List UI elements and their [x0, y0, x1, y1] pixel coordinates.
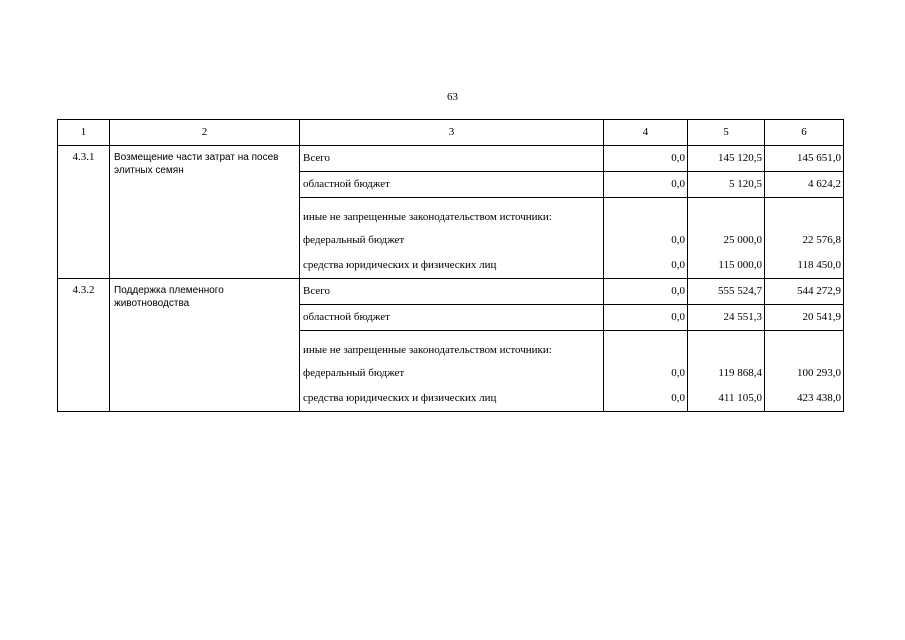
value-col5: 555 524,7: [688, 279, 765, 305]
value-col6: [765, 198, 844, 229]
value-col6: [765, 331, 844, 362]
value-col4: 0,0: [604, 279, 688, 305]
value-col4: 0,0: [604, 228, 688, 253]
value-col6: 423 438,0: [765, 386, 844, 412]
header-cell-5: 5: [688, 120, 765, 146]
source-label: иные не запрещенные законодательством источники:: [300, 331, 604, 362]
source-label: средства юридических и физических лиц: [300, 386, 604, 412]
header-cell-4: 4: [604, 120, 688, 146]
header-cell-2: 2: [110, 120, 300, 146]
row-name: Поддержка племенного животноводства: [110, 279, 300, 412]
source-label: областной бюджет: [300, 305, 604, 331]
table-row: [58, 146, 844, 172]
value-col6: 118 450,0: [765, 253, 844, 279]
page-number: 63: [447, 91, 458, 103]
value-col4: 0,0: [604, 361, 688, 386]
value-col6: 544 272,9: [765, 279, 844, 305]
value-col4: [604, 331, 688, 362]
source-label: областной бюджет: [300, 172, 604, 198]
value-col4: 0,0: [604, 386, 688, 412]
value-col6: 100 293,0: [765, 361, 844, 386]
source-label: иные не запрещенные законодательством источники:: [300, 198, 604, 229]
value-col6: 145 651,0: [765, 146, 844, 172]
value-col4: 0,0: [604, 146, 688, 172]
source-label: федеральный бюджет: [300, 228, 604, 253]
source-label: Всего: [300, 146, 604, 172]
source-label: федеральный бюджет: [300, 361, 604, 386]
budget-table: [57, 119, 844, 412]
value-col5: [688, 198, 765, 229]
value-col4: 0,0: [604, 305, 688, 331]
value-col4: 0,0: [604, 172, 688, 198]
value-col4: [604, 198, 688, 229]
row-name: Возмещение части затрат на посев элитных семян: [110, 146, 300, 279]
value-col5: 119 868,4: [688, 361, 765, 386]
value-col5: 24 551,3: [688, 305, 765, 331]
source-label: Всего: [300, 279, 604, 305]
value-col4: 0,0: [604, 253, 688, 279]
row-code: 4.3.1: [58, 146, 110, 279]
value-col5: 115 000,0: [688, 253, 765, 279]
value-col6: 20 541,9: [765, 305, 844, 331]
table-header-row: [58, 120, 844, 146]
header-cell-1: 1: [58, 120, 110, 146]
source-label: средства юридических и физических лиц: [300, 253, 604, 279]
value-col5: 411 105,0: [688, 386, 765, 412]
value-col5: 25 000,0: [688, 228, 765, 253]
value-col6: 4 624,2: [765, 172, 844, 198]
value-col5: [688, 331, 765, 362]
header-cell-6: 6: [765, 120, 844, 146]
value-col5: 5 120,5: [688, 172, 765, 198]
table-row: [58, 279, 844, 305]
value-col6: 22 576,8: [765, 228, 844, 253]
header-cell-3: 3: [300, 120, 604, 146]
value-col5: 145 120,5: [688, 146, 765, 172]
row-code: 4.3.2: [58, 279, 110, 412]
